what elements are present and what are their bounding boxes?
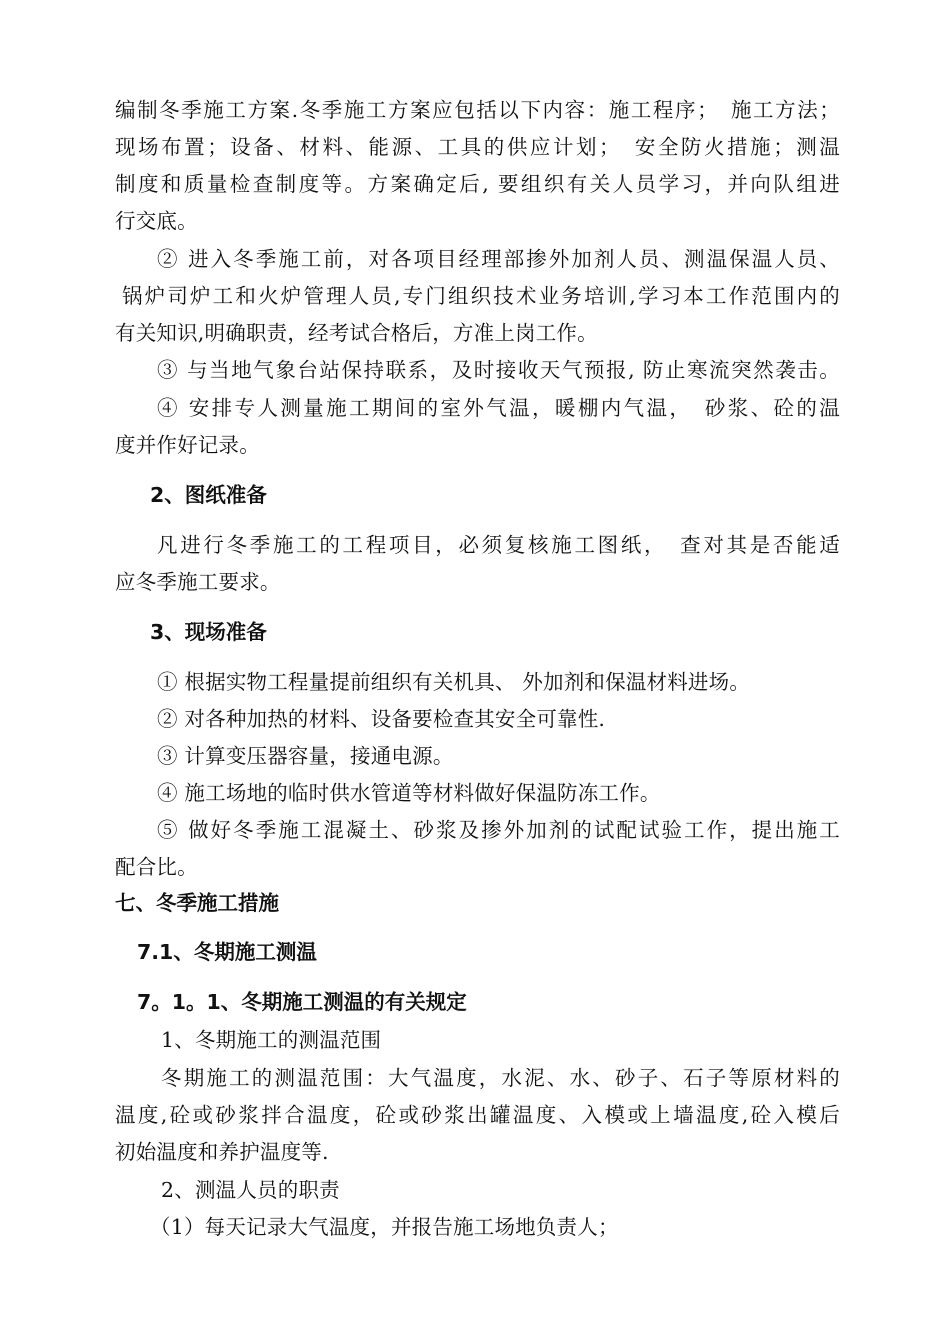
list-item: ① 根据实物工程量提前组织有关机具、 外加剂和保温材料进场。 <box>157 670 751 694</box>
text-line: 度并作好记录。 <box>115 433 260 457</box>
section-heading: 7.1、冬期施工测温 <box>137 940 317 964</box>
sub-title: 1、冬期施工的测温范围 <box>161 1028 382 1052</box>
text-line: 初始温度和养护温度等. <box>115 1140 329 1164</box>
text-line: ② 进入冬季施工前，对各项目经理部掺外加剂人员、测温保温人员、 <box>157 247 840 271</box>
text-line: 凡进行冬季施工的工程项目，必须复核施工图纸， 查对其是否能适 <box>157 533 840 557</box>
text-line: ④ 安排专人测量施工期间的室外气温，暖棚内气温， 砂浆、砼的温 <box>157 396 840 420</box>
text-line: 配合比。 <box>115 855 198 879</box>
list-item: ④ 施工场地的临时供水管道等材料做好保温防冻工作。 <box>157 781 661 805</box>
text-line: 现场布置；设备、材料、能源、工具的供应计划； 安全防火措施；测温 <box>115 135 840 159</box>
text-line: 冬期施工的测温范围：大气温度，水泥、水、砂子、石子等原材料的 <box>161 1066 840 1090</box>
text-line: 行交底。 <box>115 209 198 233</box>
list-item: ③ 计算变压器容量，接通电源。 <box>157 744 454 768</box>
list-item: ⑤ 做好冬季施工混凝土、砂浆及掺外加剂的试配试验工作，提出施工 <box>157 818 840 842</box>
list-item: （1）每天记录大气温度，并报告施工场地负责人； <box>150 1215 619 1239</box>
text-line: ③ 与当地气象台站保持联系，及时接收天气预报, 防止寒流突然袭击。 <box>157 358 840 382</box>
subsection-heading: 7。1。1、冬期施工测温的有关规定 <box>137 990 467 1014</box>
text-line: 制度和质量检查制度等。方案确定后, 要组织有关人员学习，并向队组进 <box>115 172 840 196</box>
section-heading: 3、现场准备 <box>150 620 267 644</box>
text-line: 有关知识,明确职责，经考试合格后，方准上岗工作。 <box>115 321 598 345</box>
text-line: 应冬季施工要求。 <box>115 570 281 594</box>
chapter-heading: 七、冬季施工措施 <box>115 891 279 915</box>
text-line: 温度,砼或砂浆拌合温度，砼或砂浆出罐温度、入模或上墙温度,砼入模后 <box>115 1103 840 1127</box>
sub-title: 2、测温人员的职责 <box>161 1178 340 1202</box>
list-item: ② 对各种加热的材料、设备要检查其安全可靠性. <box>157 707 606 731</box>
text-line: 编制冬季施工方案.冬季施工方案应包括以下内容：施工程序； 施工方法； <box>115 98 840 122</box>
section-heading: 2、图纸准备 <box>150 483 267 507</box>
text-line: 锅炉司炉工和火炉管理人员,专门组织技术业务培训,学习本工作范围内的 <box>122 284 840 308</box>
